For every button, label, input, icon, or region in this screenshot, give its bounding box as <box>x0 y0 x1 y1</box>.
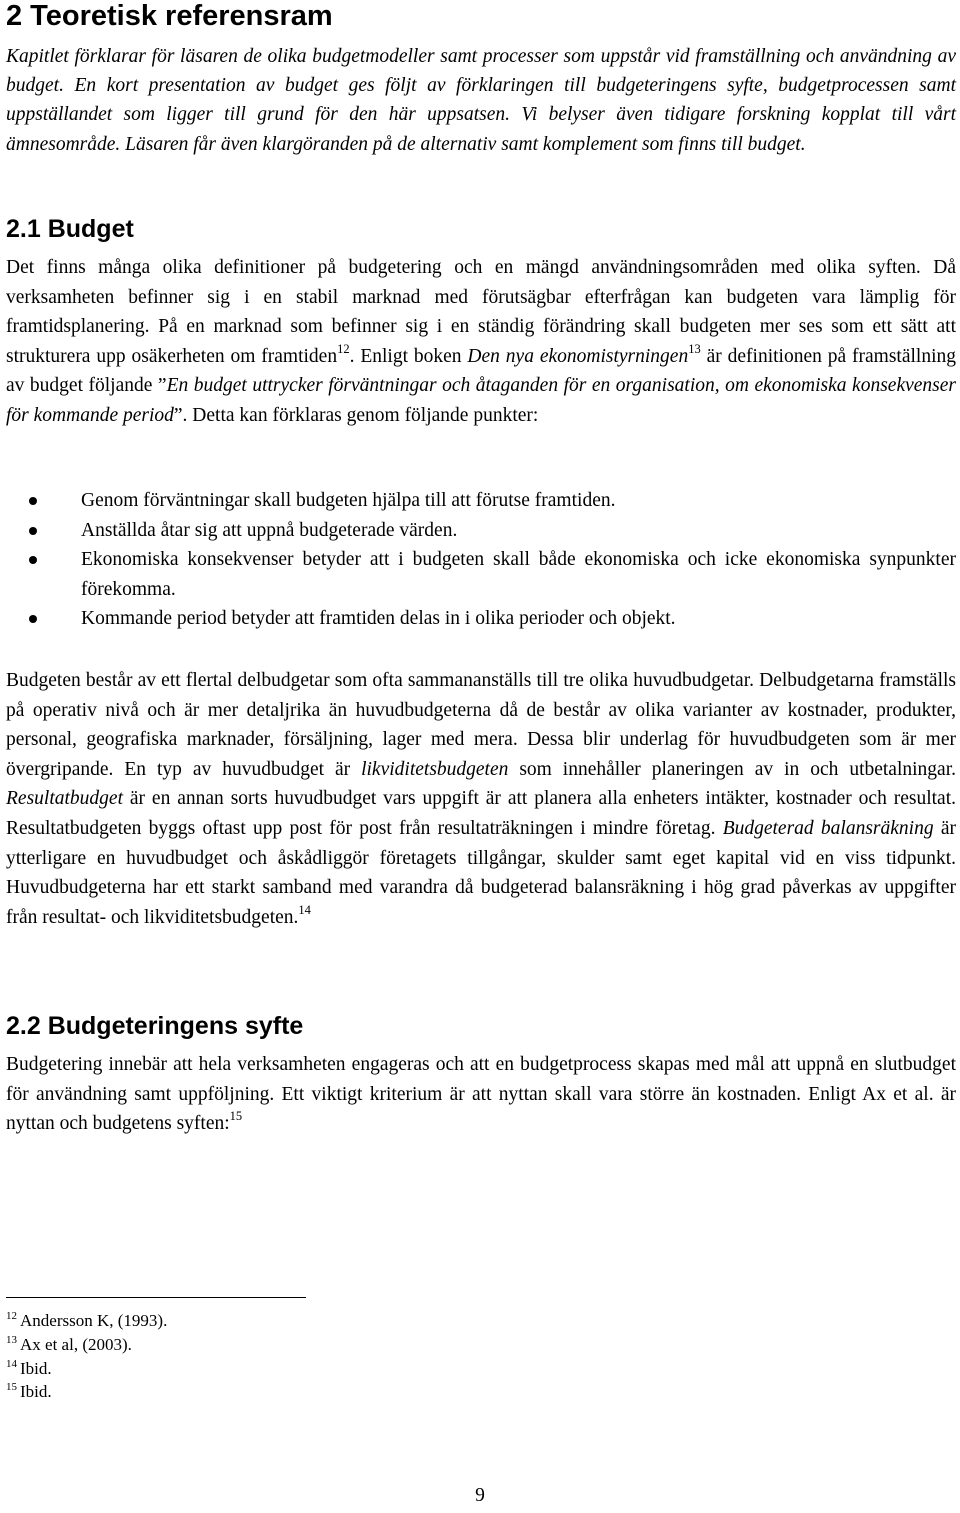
budget-p1-text-b: . Enligt boken <box>349 345 468 367</box>
budget-p2-text-d: är ytterligare en huvudbudget och åskådliggör företagets tillgångar, skulder samt eget kapital vid en viss tidpunkt. Huvudbudgeterna har ett starkt samband med varandra då budgeterad balansräkning i hög grad påverkas av uppgifter från resultat- och likviditetsbudgeten. <box>6 817 956 928</box>
footnote-text: Andersson K, (1993). <box>20 1311 168 1330</box>
budget-p2-text-c: är en annan sorts huvudbudget vars uppgift är att planera alla enheters intäkter, kostnader och resultat. Resultatbudgeten byggs oftast upp post för post från resultaträkningen i mindre företag. <box>6 788 956 839</box>
budget-p2-text-b: som innehåller planeringen av in och utbetalningar. <box>508 758 956 780</box>
footnotes <box>6 1309 167 1404</box>
budget-paragraph-1 <box>6 253 956 431</box>
list-item <box>6 516 956 546</box>
footnote-number: 14 <box>6 1357 17 1370</box>
budget-bullet-list <box>6 486 956 634</box>
footnote-item <box>6 1380 167 1404</box>
footnote-divider <box>6 1297 306 1298</box>
list-item <box>6 545 956 604</box>
bullet-text: Anställda åtar sig att uppnå budgeterade värden. <box>81 519 458 541</box>
footnote-ref-13: 13 <box>688 341 701 356</box>
term-resultatbudget: Resultatbudget <box>6 788 123 810</box>
bullet-icon <box>29 527 37 535</box>
budget-p1-text-c: är definitionen på framställning av budget följande ” <box>6 345 956 397</box>
footnote-text: Ax et al, (2003). <box>20 1334 132 1354</box>
budget-p1-text-d: ”. Detta kan förklaras genom följande punkter: <box>173 404 539 426</box>
footnote-ref-15: 15 <box>229 1109 243 1124</box>
bullet-text: Ekonomiska konsekvenser betyder att i budgeten skall både ekonomiska och icke ekonomiska synpunkter förekomma. <box>81 549 956 600</box>
bullet-icon <box>29 615 37 623</box>
bullet-icon <box>29 556 37 564</box>
footnote-item <box>6 1333 167 1357</box>
syfte-paragraph-1 <box>6 1050 956 1139</box>
footnote-ref-12: 12 <box>337 341 350 356</box>
bullet-text: Genom förväntningar skall budgeten hjälpa till att förutse framtiden. <box>81 490 616 511</box>
list-item <box>6 604 956 634</box>
bullet-icon <box>29 497 37 505</box>
syfte-p1-text: Budgetering innebär att hela verksamheten engageras och att en budgetprocess skapas med mål att uppnå en slutbudget för användning samt uppföljning. Ett viktigt kriterium är att nyttan skall vara större än kostnaden. Enligt Ax et al. är nyttan och budgetens syften: <box>6 1054 956 1135</box>
section-heading-syfte: 2.2 Budgeteringens syfte <box>6 1012 304 1040</box>
term-likviditetsbudget: likviditetsbudgeten <box>361 758 509 780</box>
budget-p1-text-a: Det finns många olika definitioner på budgetering och en mängd användningsområden med olika syften. Då verksamheten befinner sig i en stabil marknad med förutsägbar efterfrågan kan budgeten vara lämplig för framtidsplanering. På en marknad som befinner sig i en ständig förändring skall budgeten mer ses som ett sätt att strukturera upp osäkerheten om framtiden <box>6 257 956 367</box>
budget-definition-quote: En budget uttrycker förväntningar och åtaganden för en organisation, om ekonomiska konsekvenser för kommande period <box>6 375 956 426</box>
footnote-text: Ibid. <box>20 1358 52 1378</box>
budget-paragraph-2 <box>6 666 956 932</box>
footnote-number: 13 <box>6 1333 17 1346</box>
chapter-intro: Kapitlet förklarar för läsaren de olika budgetmodeller samt processer som uppstår vid framställning och användning av budget. En kort presentation av budget ges följt av förklaringen till budgeteringens syfte, budgetprocessen samt uppställandet som ligger till grund för den här uppsatsen. Vi belyser även tidigare forskning kopplat till vårt ämnesområde. Läsaren får även klargöranden på de alternativ samt komplement som finns till budget. <box>6 46 956 155</box>
footnote-text: Ibid. <box>20 1382 52 1402</box>
page-number: 9 <box>475 1485 485 1506</box>
footnote-item <box>6 1357 167 1381</box>
footnote-number: 12 <box>6 1310 17 1322</box>
book-title: Den nya ekonomistyrningen <box>467 345 689 367</box>
list-item <box>6 486 956 516</box>
term-budgeterad-balansrakning: Budgeterad balansräkning <box>722 817 934 839</box>
bullet-text: Kommande period betyder att framtiden delas in i olika perioder och objekt. <box>81 608 676 630</box>
footnote-ref-14: 14 <box>298 902 311 917</box>
chapter-heading: 2 Teoretisk referensram <box>6 0 333 32</box>
section-heading-budget: 2.1 Budget <box>6 215 134 243</box>
budget-p2-text-a: Budgeten består av ett flertal delbudgetar som ofta sammananställs till tre olika huvudbudgetar. Delbudgetarna framställs på operativ nivå och är mer detaljrika än huvudbudgeterna då de består av olika varianter av kostnader, produkter, personal, geografiska marknader, försäljning, lager med mera. Dessa blir underlag för huvudbudgeten som är mer övergripande. En typ av huvudbudget är <box>6 670 956 780</box>
footnote-item <box>6 1309 167 1333</box>
footnote-number: 15 <box>6 1381 17 1394</box>
